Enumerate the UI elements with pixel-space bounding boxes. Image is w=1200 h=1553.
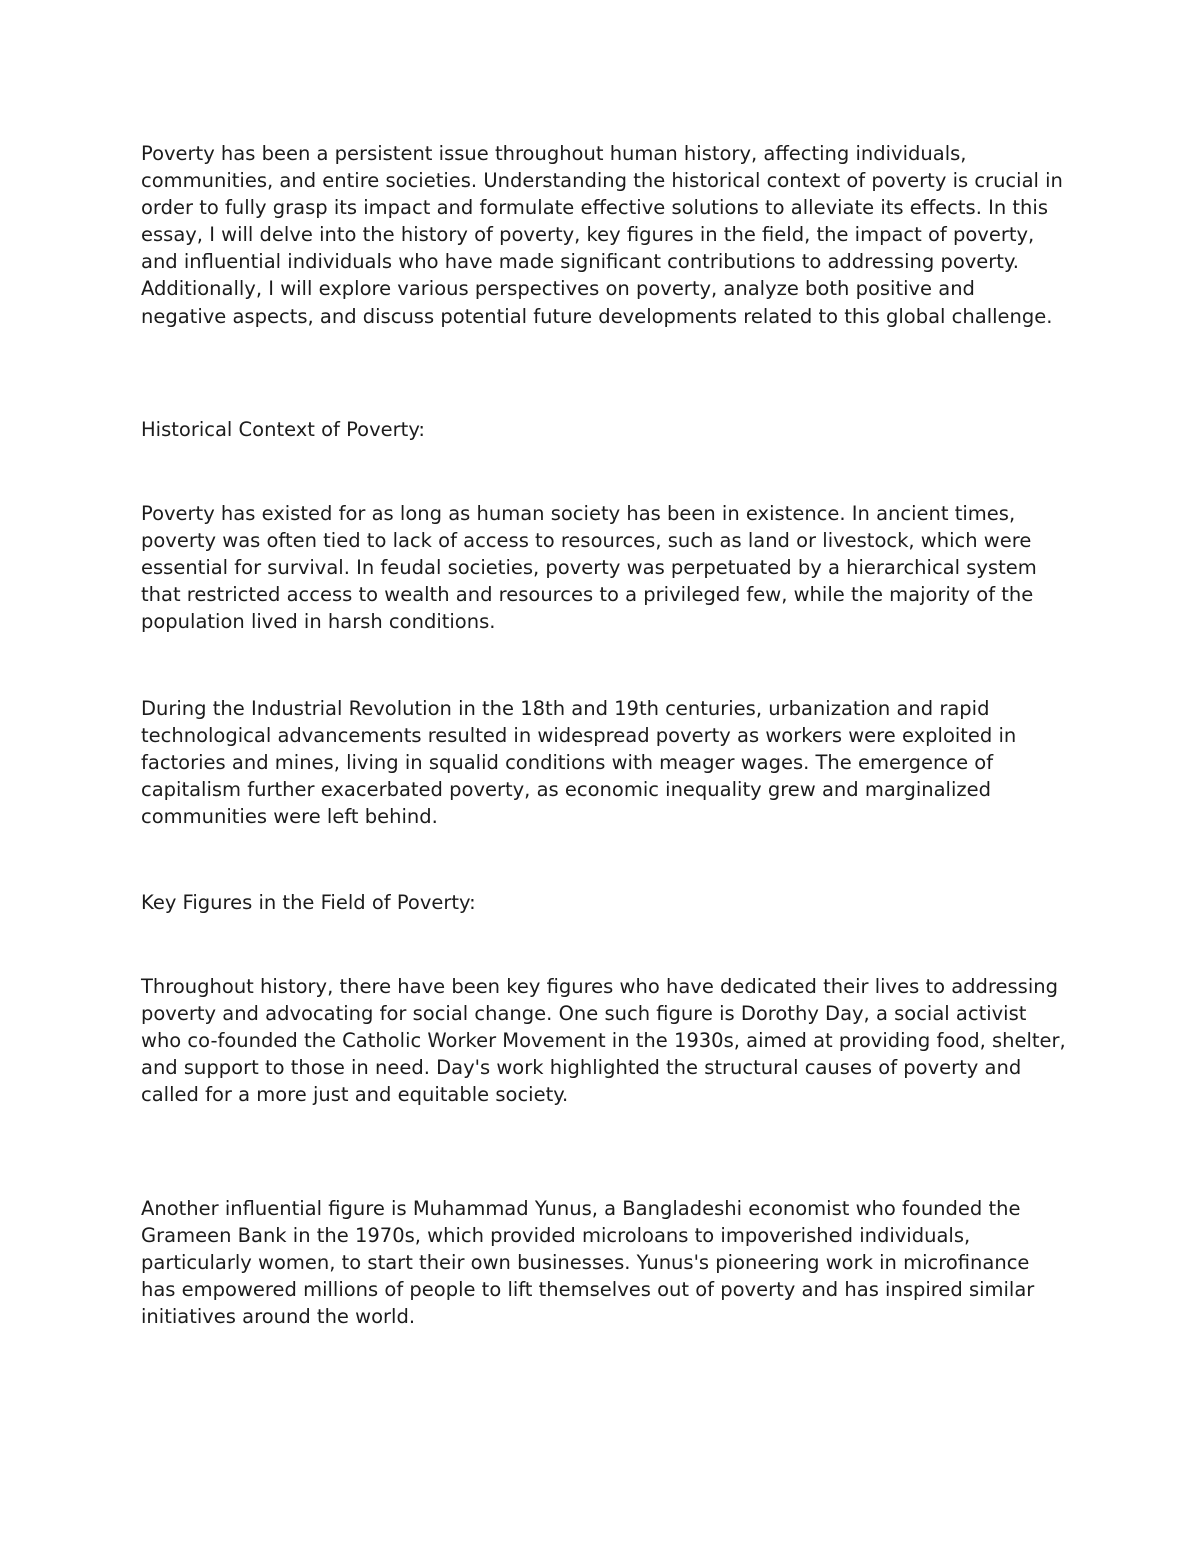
historical-context-paragraph: Poverty has existed for as long as human society has been in existence. In ancient times, poverty was often tied to lack of access to resources, such as land or livestock, which were essential for survival. In feudal societies, poverty was perpetuated by a hierarchical system that restricted access to wealth and resources to a privileged few, while the majority of the population lived in harsh conditions. xyxy=(141,502,1037,634)
intro-paragraph: Poverty has been a persistent issue throughout human history, affecting individuals, communities, and entire societies. Understanding the historical context of poverty is crucial in order to fully grasp its impact and formulate effective solutions to alleviate its effects. In this essay, I will delve into the history of poverty, key figures in the field, the impact of poverty, and influential individuals who have made significant contributions to addressing poverty. Additionally, I will explore various perspectives on poverty, analyze both positive and negative aspects, and discuss potential future developments related to this global challenge. xyxy=(141,142,1063,328)
dorothy-day-paragraph: Throughout history, there have been key figures who have dedicated their lives to addressing poverty and advocating for social change. One such figure is Dorothy Day, a social activist who co-founded the Catholic Worker Movement in the 1930s, aimed at providing food, shelter, and support to those in need. Day's work highlighted the structural causes of poverty and called for a more just and equitable society. xyxy=(141,975,1066,1107)
muhammad-yunus-paragraph: Another influential figure is Muhammad Yunus, a Bangladeshi economist who founded the Grameen Bank in the 1970s, which provided microloans to impoverished individuals, particularly women, to start their own businesses. Yunus's pioneering work in microfinance has empowered millions of people to lift themselves out of poverty and has inspired similar initiatives around the world. xyxy=(141,1197,1035,1329)
section-heading-key-figures: Key Figures in the Field of Poverty: xyxy=(141,891,476,914)
section-heading-historical-context: Historical Context of Poverty: xyxy=(141,418,426,441)
industrial-revolution-paragraph: During the Industrial Revolution in the 18th and 19th centuries, urbanization and rapid technological advancements resulted in widespread poverty as workers were exploited in factories and mines, living in squalid conditions with meager wages. The emergence of capitalism further exacerbated poverty, as economic inequality grew and marginalized communities were left behind. xyxy=(141,697,1017,829)
